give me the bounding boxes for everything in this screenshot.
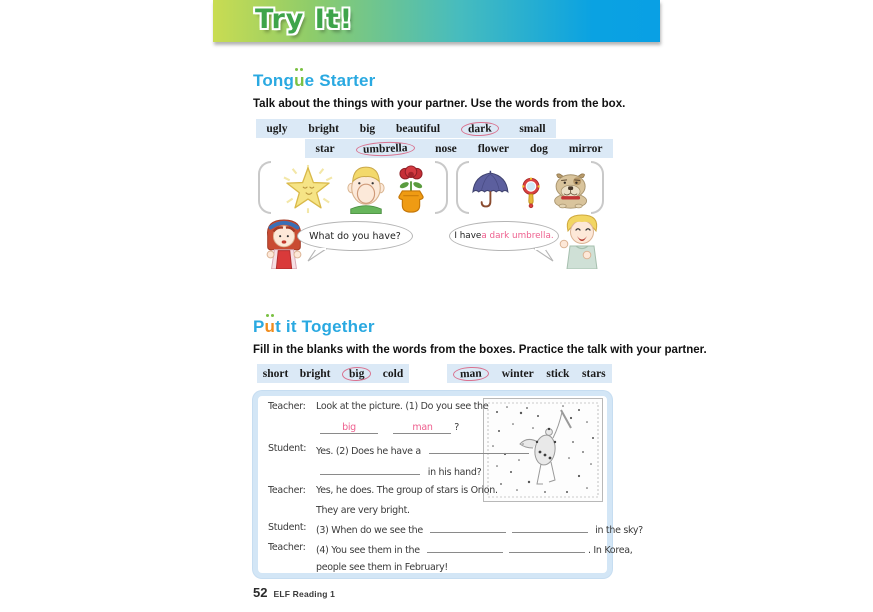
dialogue-line: They are very bright. [316, 505, 410, 516]
boy-face-image [346, 164, 386, 214]
heading-text: e Starter [304, 71, 376, 90]
word-ugly: ugly [266, 122, 288, 135]
word-box-row2 [305, 139, 613, 158]
heading-text: t it Together [275, 317, 375, 336]
dialogue-text: Yes. (2) Does he have a [316, 446, 421, 457]
bulldog-image [551, 166, 590, 214]
left-bracket [258, 161, 271, 214]
dialogue-text: ? [454, 422, 459, 433]
circle-annotation-umbrella [355, 140, 414, 156]
word-box-row1 [256, 119, 556, 138]
dialogue-line: Look at the picture. (1) Do you see the [316, 401, 489, 412]
empty-blank [427, 542, 503, 553]
speaker-label: Student: [268, 443, 307, 454]
dialogue-text: . In Korea, [587, 545, 633, 556]
left-bracket [456, 161, 469, 214]
section-heading-tongue-starter [253, 71, 375, 91]
empty-blank [430, 522, 506, 533]
page-title: Try It! [255, 4, 354, 35]
word-winter: winter [501, 367, 534, 380]
word-bright: bright [308, 122, 339, 135]
word-beautiful: beautiful [395, 122, 441, 135]
speech-text: What do you have? [309, 230, 401, 242]
word-cold: cold [382, 367, 404, 380]
word-dog: dog [530, 142, 548, 155]
speech-bubble-question [297, 221, 413, 251]
heading-text: Tong [253, 71, 295, 90]
word-nose: nose [435, 142, 457, 155]
bubble-tail [533, 248, 555, 263]
bubble-tail [306, 248, 328, 263]
word-box-adjectives [257, 364, 409, 383]
handwritten-answer: a dark umbrella [481, 231, 551, 241]
page-footer [253, 585, 335, 600]
instruction-tongue-starter: Talk about the things with your partner. Use the words from the box. [253, 98, 626, 110]
word-big: big [359, 122, 376, 135]
word-big: big [348, 367, 365, 380]
word-bright: bright [299, 367, 331, 380]
dialogue-line: people see them in February! [316, 562, 448, 573]
instruction-put-it-together: Fill in the blanks with the words from the boxes. Practice the talk with your partner. [253, 344, 707, 356]
speaker-label: Student: [268, 522, 307, 533]
right-bracket [435, 161, 448, 214]
word-dark: dark [467, 122, 492, 135]
word-mirror: mirror [568, 142, 603, 155]
empty-blank [320, 464, 420, 475]
empty-blank [509, 542, 585, 553]
girl-character-image [260, 215, 308, 269]
dialogue-line [320, 464, 481, 478]
circle-annotation-dark [461, 121, 499, 136]
dialogue-line [316, 522, 643, 536]
header-banner [213, 0, 660, 42]
dialogue-text: (4) You see them in the [316, 545, 420, 556]
word-umbrella: umbrella [362, 141, 408, 156]
star-image [279, 164, 337, 214]
heading-text: P [253, 317, 265, 336]
empty-blank [512, 522, 588, 533]
circle-annotation-man [453, 366, 489, 381]
dialogue-line [316, 542, 633, 556]
dialogue-line-answers [320, 422, 459, 434]
section-heading-put-it-together [253, 317, 375, 337]
word-small: small [519, 122, 546, 135]
circle-annotation-big [342, 366, 372, 381]
dialogue-line [316, 443, 529, 457]
word-stars: stars [582, 367, 606, 380]
decorated-u: u [294, 71, 305, 90]
word-man: man [460, 367, 483, 380]
answer-blank-man: man [393, 422, 451, 434]
speaker-label: Teacher: [268, 401, 306, 412]
speaker-label: Teacher: [268, 485, 306, 496]
book-title: ELF Reading 1 [273, 589, 336, 599]
image-group-right [456, 161, 604, 214]
dialogue-text: in the sky? [595, 525, 643, 536]
dialogue-text: (3) When do we see the [316, 525, 423, 536]
empty-blank [429, 443, 529, 454]
dialogue-line: Yes, he does. The group of stars is Orion. [316, 485, 498, 496]
speaker-label: Teacher: [268, 542, 306, 553]
umbrella-image [470, 164, 511, 214]
word-star: star [315, 142, 335, 155]
dialogue-text: in his hand? [427, 467, 482, 478]
speech-bubble-answer [449, 221, 559, 251]
boy-character-image [556, 211, 608, 269]
dialogue-box [253, 391, 643, 578]
hand-mirror-image [520, 172, 542, 214]
word-stick: stick [546, 367, 570, 380]
speech-text: I have [454, 231, 482, 241]
image-group-left [258, 161, 448, 214]
decorated-u: u [264, 317, 276, 336]
right-bracket [591, 161, 604, 214]
word-short: short [262, 367, 289, 380]
answer-blank-big: big [320, 422, 378, 434]
word-flower: flower [477, 142, 510, 155]
word-box-nouns [447, 364, 612, 383]
rose-in-vase-image [395, 164, 427, 214]
handwritten-answer: . [550, 231, 554, 241]
page-number: 52 [253, 585, 268, 600]
